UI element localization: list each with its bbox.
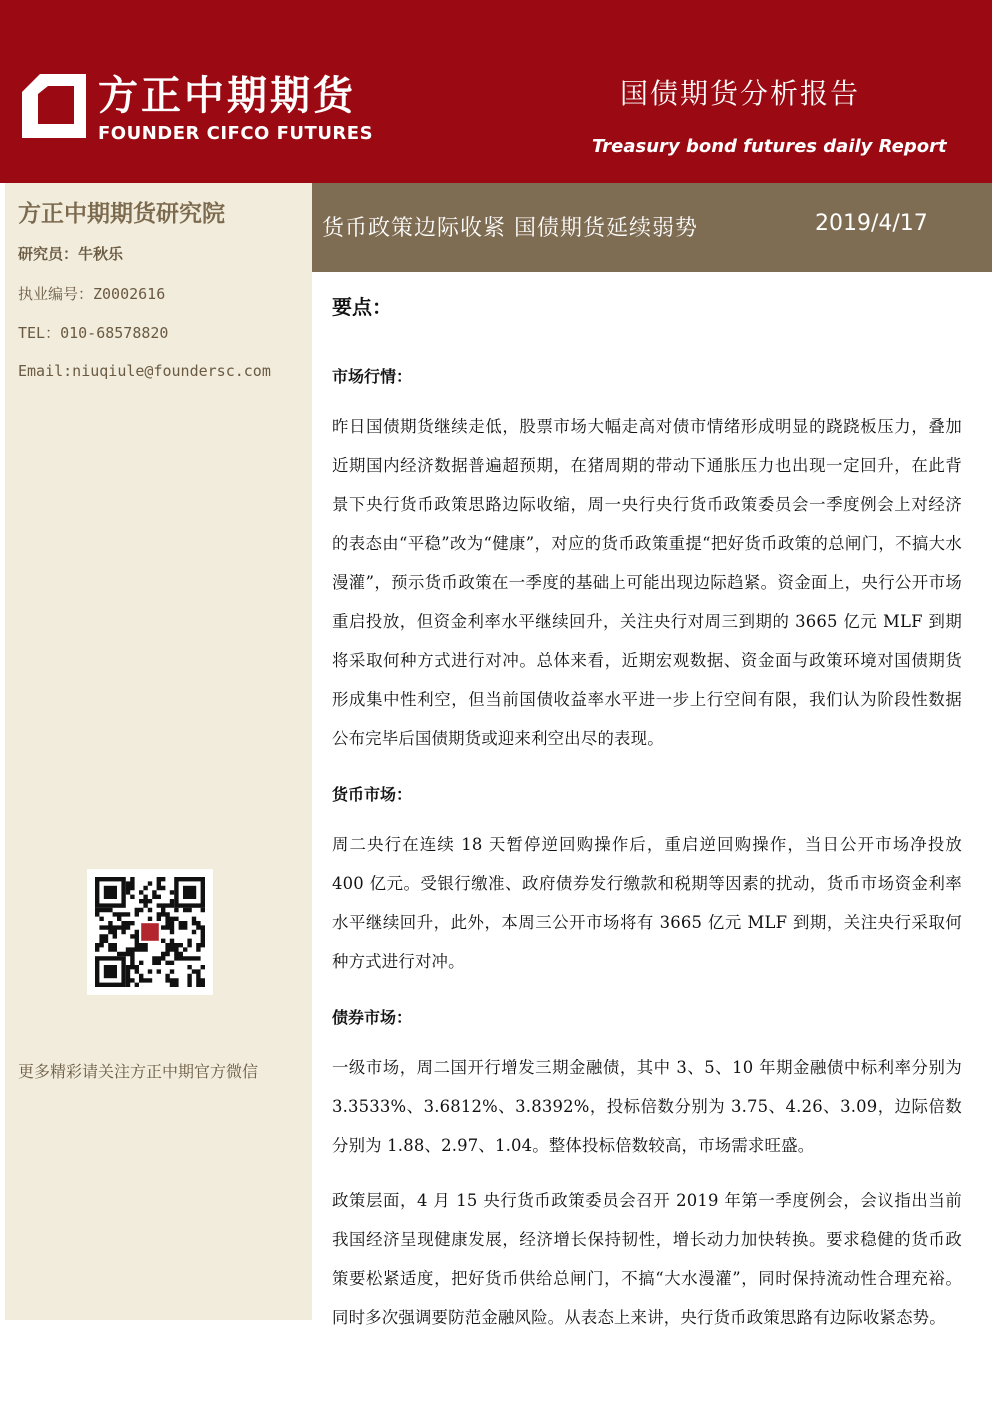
report-title-bar — [312, 183, 992, 272]
report-headline: 货币政策边际收紧 国债期货延续弱势 — [322, 216, 698, 241]
license-number: 执业编号：Z0002616 — [18, 285, 166, 303]
follow-wechat-text: 更多精彩请关注方正中期官方微信 — [18, 1062, 259, 1081]
report-title-en: Treasury bond futures daily Report — [592, 136, 947, 157]
founder-logo-icon — [22, 74, 86, 138]
section-heading-money-market: 货币市场： — [332, 785, 413, 804]
researcher-name: 研究员：牛秋乐 — [18, 245, 124, 263]
report-header — [0, 0, 992, 183]
paragraph-money-market: 周二央行在连续 18 天暂停逆回购操作后，重启逆回购操作，当日公开市场净投放 400 亿元。受银行缴准、政府债券发行缴款和税期等因素的扰动，货币市场资金利率水平继续回升，此外，本周三公开市场将有 3665 亿元 MLF 到期，关注央行采取何种方式进行对冲。 — [332, 835, 962, 971]
paragraph-market: 昨日国债期货继续走低，股票市场大幅走高对债市情绪形成明显的跷跷板压力，叠加近期国内经济数据普遍超预期，在猪周期的带动下通胀压力也出现一定回升，在此背景下央行货币政策思路边际收缩，周一央行央行货币政策委员会一季度例会上对经济的表态由“平稳”改为“健康”，对应的货币政策重提“把好货币政策的总闸门，不搞大水漫灌”，预示货币政策在一季度的基础上可能出现边际趋紧。资金面上，央行公开市场重启投放，但资金利率水平继续回升，关注央行对周三到期的 3665 亿元 MLF 到期将采取何种方式进行对冲。总体来看，近期宏观数据、资金面与政策环境对国债期货形成集中性利空，但当前国债收益率水平进一步上行空间有限，我们认为阶段性数据公布完毕后国债期货或迎来利空出尽的表现。 — [332, 417, 962, 748]
brand-name-en: FOUNDER CIFCO FUTURES — [98, 123, 374, 144]
report-body — [332, 283, 962, 1337]
section-heading-market: 市场行情： — [332, 367, 413, 386]
paragraph-bond-primary: 一级市场，周二国开行增发三期金融债，其中 3、5、10 年期金融债中标利率分别为 3.3533%、3.6812%、3.8392%，投标倍数分别为 3.75、4.26、3.09，边际倍数分别为 1.88、2.97、1.04。整体投标倍数较高，市场需求旺盛。 — [332, 1058, 962, 1155]
brand-name-cn: 方正中期期货 — [98, 73, 356, 119]
paragraph-bond-policy: 政策层面，4 月 15 央行货币政策委员会召开 2019 年第一季度例会，会议指出当前我国经济呈现健康发展，经济增长保持韧性，增长动力加快转换。要求稳健的货币政策要松紧适度，把好货币供给总闸门，不搞“大水漫灌”，同时保持流动性合理充裕。同时多次强调要防范金融风险。从表态上来讲，央行货币政策思路有边际收紧态势。 — [332, 1191, 962, 1327]
report-title-cn: 国债期货分析报告 — [620, 77, 861, 110]
author-sidebar — [5, 183, 312, 1320]
report-date: 2019/4/17 — [815, 211, 928, 236]
section-heading-bond-market: 债券市场： — [332, 1008, 413, 1027]
institute-name: 方正中期期货研究院 — [18, 201, 225, 227]
telephone: TEL：010-68578820 — [18, 324, 169, 342]
email-address: Email:niuqiule@foundersc.com — [18, 362, 271, 380]
qr-code-icon — [87, 869, 213, 995]
wechat-qr-code — [87, 869, 213, 995]
key-points-heading: 要点： — [332, 295, 392, 319]
